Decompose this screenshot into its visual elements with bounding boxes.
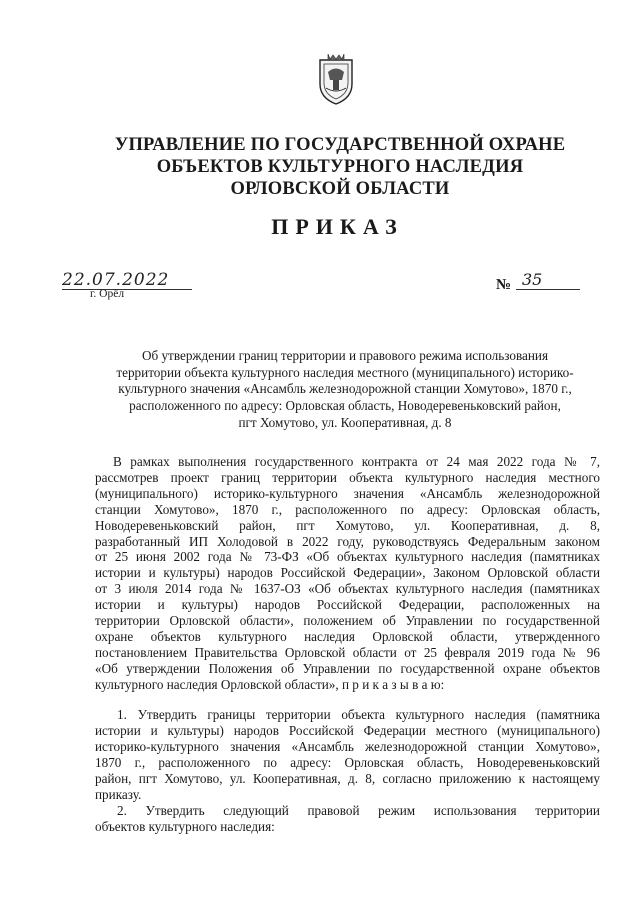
subject-line: Об утверждении границ территории и правового режима использования — [141, 348, 549, 363]
body-line: истории и культуры) народов Российской Федерации, расположенных на — [95, 597, 600, 613]
subject-line: территории объекта культурного наследия местного (муниципального) историко- — [116, 364, 574, 380]
item-line: 1870 г., расположенного по адресу: Орловская область, Новодеревеньковский — [95, 754, 600, 770]
agency-name-line: ОРЛОВСКОЙ ОБЛАСТИ — [230, 179, 450, 199]
order-title: ПРИКАЗ — [271, 214, 404, 239]
orel-region-coat-of-arms-icon — [312, 50, 360, 106]
body-line: (муниципального) историко-культурного значения «Ансамбль железнодорожной — [95, 485, 600, 501]
agency-name-line: ОБЪЕКТОВ КУЛЬТУРНОГО НАСЛЕДИЯ — [156, 157, 524, 177]
item-line: историко-культурного значения «Ансамбль железнодорожной станции Хомутово», — [95, 738, 600, 754]
item-line: район, пгт Хомутово, ул. Кооперативная, д. 8, согласно приложению к настоящему — [95, 770, 600, 786]
item-line: 2. Утвердить следующий правовой режим использования территории — [117, 803, 600, 818]
body-line: от 25 июня 2002 года № 73-ФЗ «Об объектах культурного наследия (памятниках — [95, 549, 600, 565]
item-line: объектов культурного наследия: — [95, 818, 275, 834]
body-line: истории и культуры) народов Российской Федерации», Законом Орловской области — [95, 565, 600, 581]
item-line: истории и культуры) народов Российской Федерации местного (муниципального) — [95, 722, 600, 738]
item-line: 1. Утвердить границы территории объекта культурного наследия (памятника — [117, 707, 600, 722]
item-line: приказу. — [95, 786, 142, 802]
subject-line: расположенного по адресу: Орловская область, Новодеревеньковский район, — [129, 398, 561, 414]
body-line: рассмотрев проект границ территории объекта культурного наследия местного — [95, 469, 600, 485]
subject-line: пгт Хомутово, ул. Кооперативная, д. 8 — [238, 414, 452, 430]
body-line: постановлением Правительства Орловской области от 25 февраля 2019 года № 96 — [95, 644, 600, 660]
handwritten-order-number: 35 — [516, 270, 580, 290]
body-line: разработанный ИП Холодовой в 2022 году, руководствуясь Федеральным законом — [95, 533, 600, 549]
body-line: В рамках выполнения государственного контракта от 24 мая 2022 года № 7, — [113, 454, 600, 469]
agency-name-line: УПРАВЛЕНИЕ ПО ГОСУДАРСТВЕННОЙ ОХРАНЕ — [114, 135, 566, 155]
body-line: охране объектов культурного наследия Орловской области, утвержденного — [95, 628, 600, 644]
body-line: Новодеревеньковский район, пгт Хомутово, ул. Кооперативная, д. 8, — [95, 517, 600, 533]
body-line: от 3 июля 2014 года № 1637-ОЗ «Об объектах культурного наследия (памятниках — [95, 581, 600, 597]
order-item-1 — [95, 707, 600, 802]
number-sign: № — [496, 277, 512, 293]
body-line: территории Орловской области», положением об Управлении по государственной — [95, 613, 600, 629]
agency-name — [60, 134, 620, 200]
body-line: «Об утверждении Положения об Управлении по государственной охране объектов — [95, 660, 600, 676]
subject-line: культурного значения «Ансамбль железнодорожной станции Хомутово», 1870 г., — [118, 381, 572, 397]
preamble-paragraph — [95, 454, 600, 693]
city-label: г. Орёл — [90, 288, 125, 300]
handwritten-date: 22.07.2022 — [62, 271, 192, 290]
body-line: станции Хомутово», 1870 г., расположенного по адресу: Орловская область, — [95, 501, 600, 517]
order-subject — [95, 348, 595, 432]
body-line: культурного наследия Орловской области», п р и к а з ы в а ю: — [95, 676, 445, 692]
order-item-2 — [95, 803, 600, 835]
